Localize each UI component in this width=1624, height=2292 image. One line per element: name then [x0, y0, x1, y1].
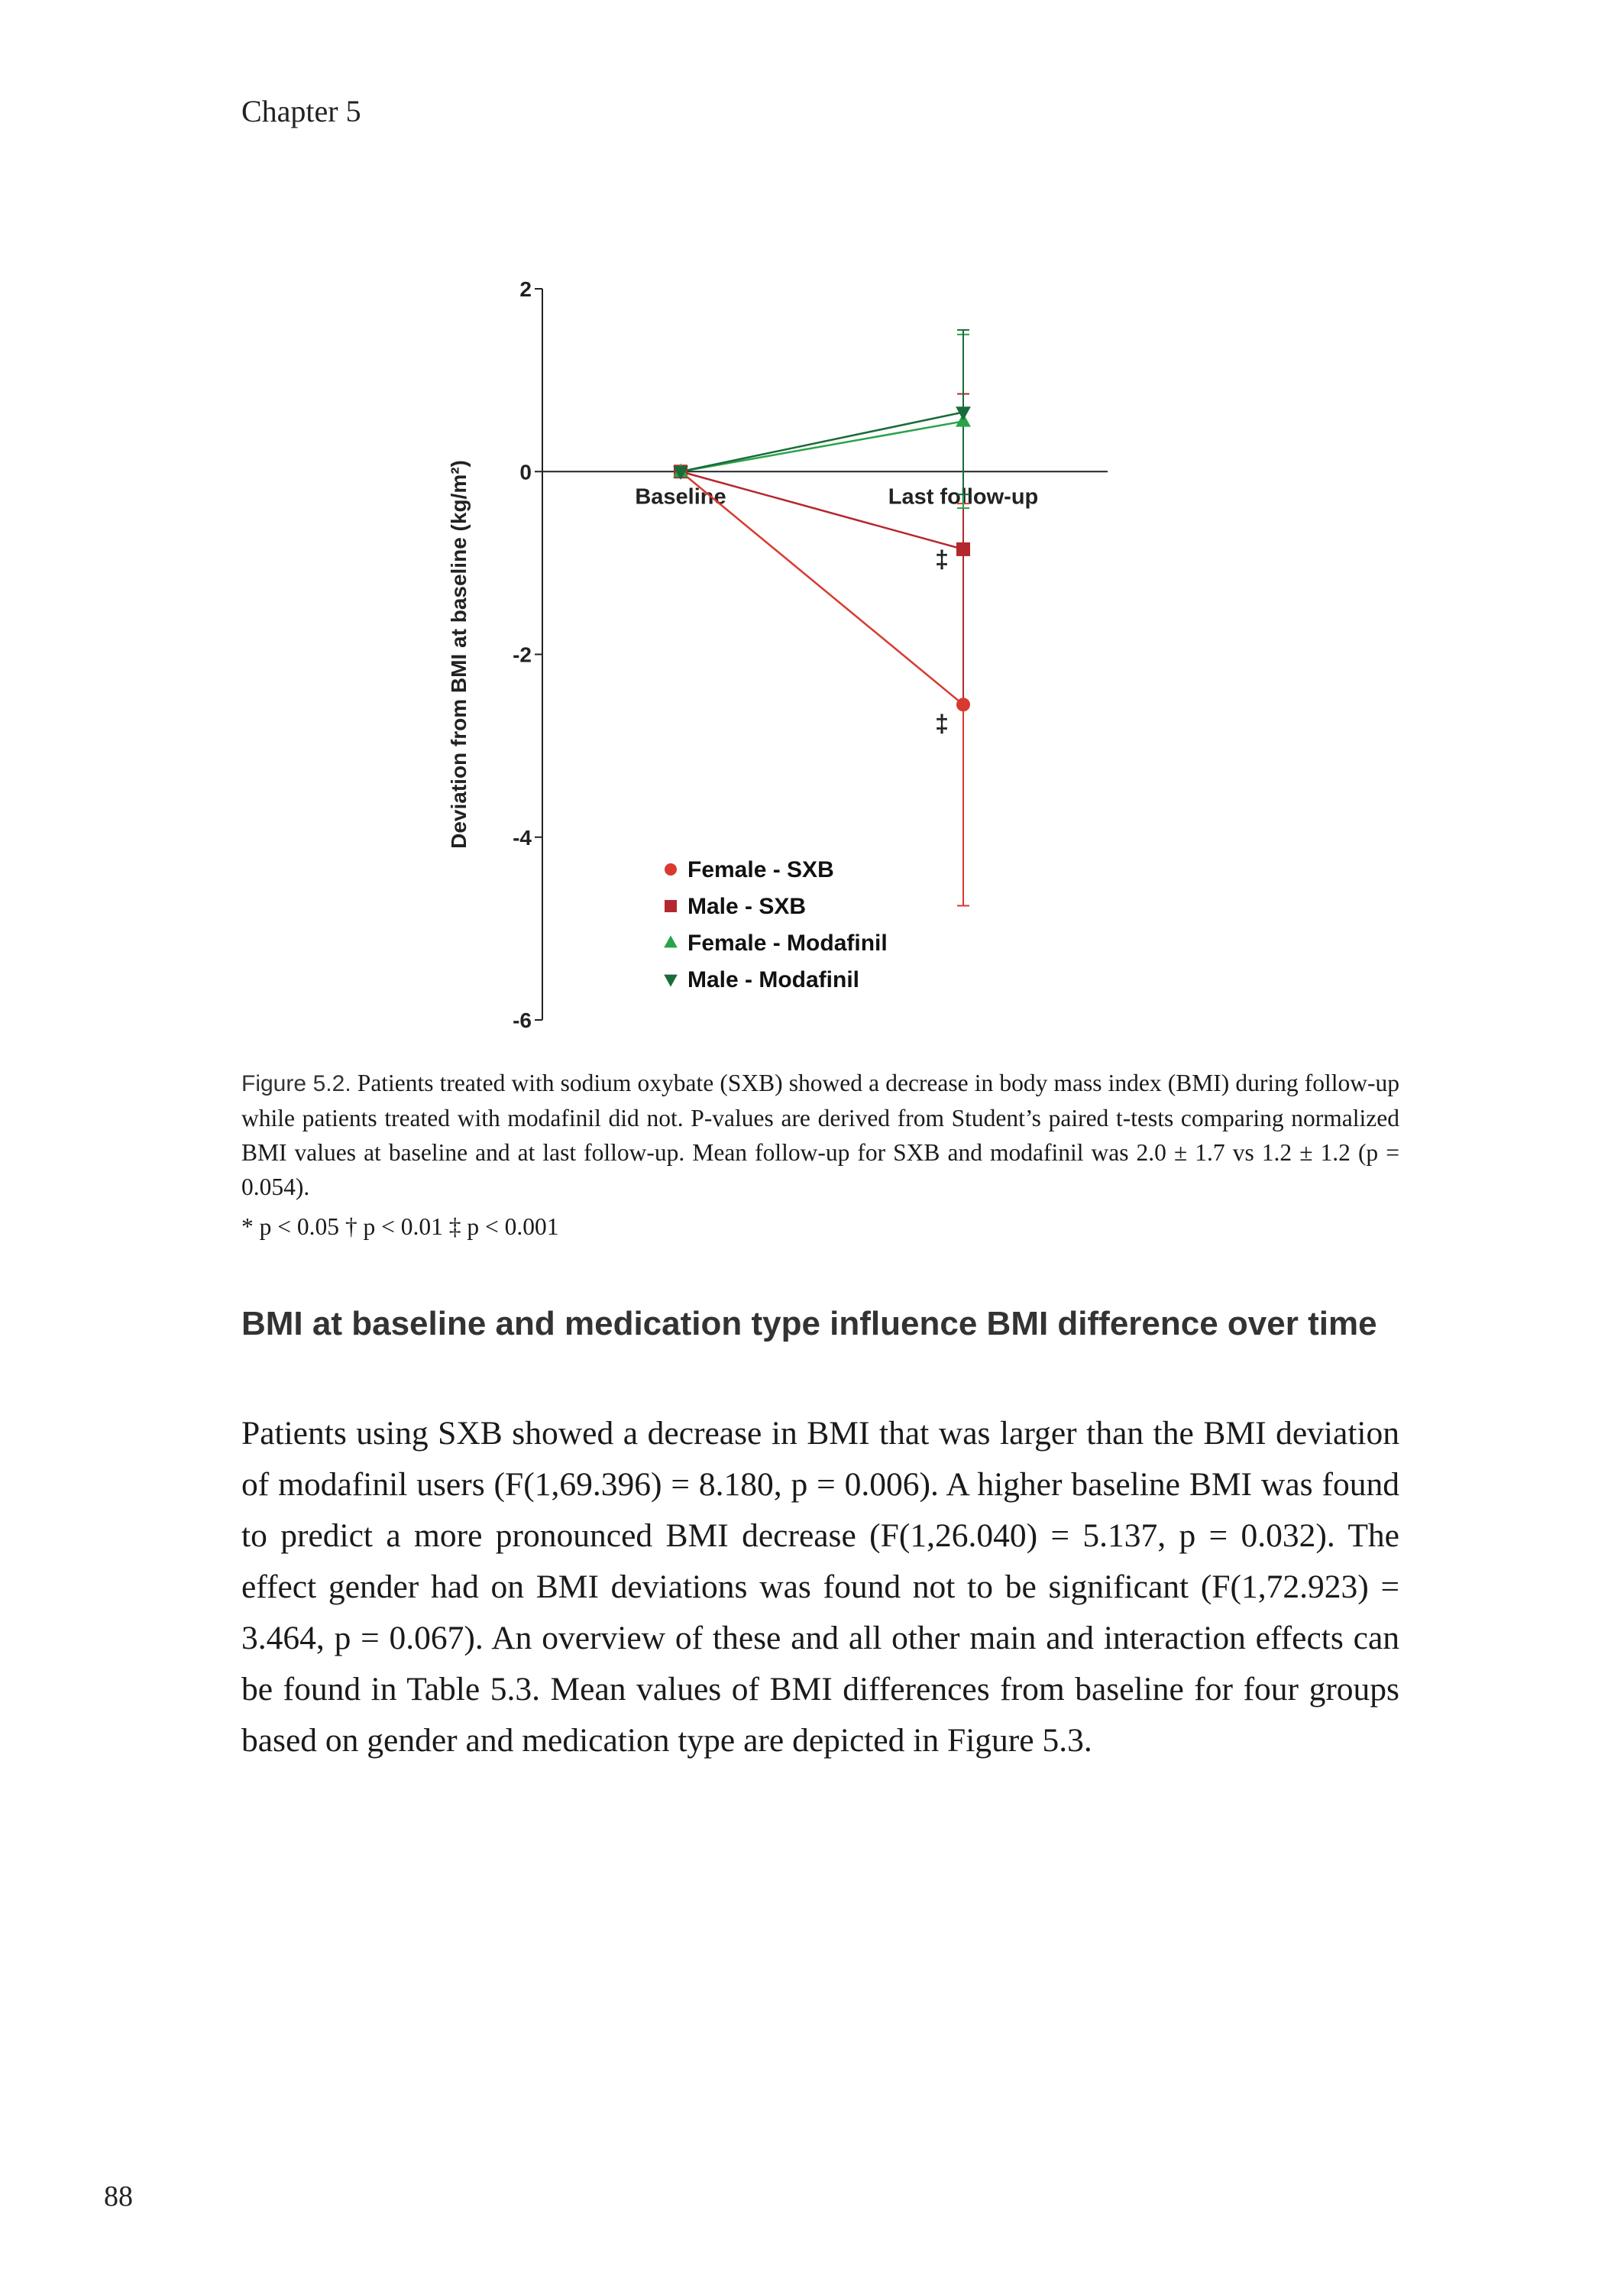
figure-caption — [241, 1066, 1399, 1204]
series-line — [681, 412, 963, 471]
significance-legend: * p < 0.05 † p < 0.01 ‡ p < 0.001 — [241, 1213, 559, 1240]
significance-mark: ‡ — [935, 545, 949, 573]
legend-marker — [665, 863, 677, 876]
y-tick-label: 0 — [519, 460, 532, 484]
y-tick-label: -4 — [513, 825, 532, 850]
x-category-label: Last follow-up — [888, 484, 1039, 510]
legend-label: Female - SXB — [687, 857, 834, 882]
figure-label: Figure 5.2. — [241, 1071, 351, 1096]
y-axis-label: Deviation from BMI at baseline (kg/m²) — [447, 460, 471, 849]
running-head: Chapter 5 — [241, 94, 361, 128]
legend-label: Male - SXB — [687, 894, 807, 919]
section-heading: BMI at baseline and medication type influence BMI difference over time — [241, 1305, 1377, 1342]
legend-label: Female - Modafinil — [687, 931, 888, 956]
significance-mark: ‡ — [935, 710, 949, 738]
page-number: 88 — [104, 2180, 133, 2213]
y-tick-label: 2 — [519, 277, 532, 301]
y-tick-label: -6 — [513, 1008, 532, 1032]
figure-caption-text: Patients treated with sodium oxybate (SXB) showed a decrease in body mass index (BMI) during follow-up while patients treated with modafinil did not. P-values are derived from Student’s paired t-tests comparing normalized BMI values at baseline and at last follow-up. Mean follow-up for SXB and modafinil was 2.0 ± 1.7 vs 1.2 ± 1.2 (p = 0.054). — [241, 1070, 1399, 1200]
legend-marker — [665, 900, 677, 912]
y-tick-label: -2 — [513, 643, 532, 667]
legend-marker — [664, 935, 678, 947]
data-point-circle — [956, 698, 970, 711]
series-line — [681, 471, 963, 549]
legend-label: Male - Modafinil — [687, 967, 859, 992]
x-category-label: Baseline — [635, 484, 726, 510]
data-point-square — [956, 542, 970, 556]
bmi-deviation-chart — [428, 252, 1192, 1054]
body-paragraph: Patients using SXB showed a decrease in BMI that was larger than the BMI deviation of modafinil users (F(1,69.396) = 8.180, p = 0.006). A higher baseline BMI was found to predict a more pronounced BMI decrease (F(1,26.040) = 5.137, p = 0.032). The effect gender had on BMI deviations was found not to be significant (F(1,72.923) = 3.464, p = 0.067). An overview of these and all other main and interaction effects can be found in Table 5.3. Mean values of BMI differences from baseline for four groups based on gender and medication type are depicted in Figure 5.3. — [241, 1415, 1399, 1759]
series-line — [681, 421, 963, 471]
legend-marker — [664, 975, 678, 987]
